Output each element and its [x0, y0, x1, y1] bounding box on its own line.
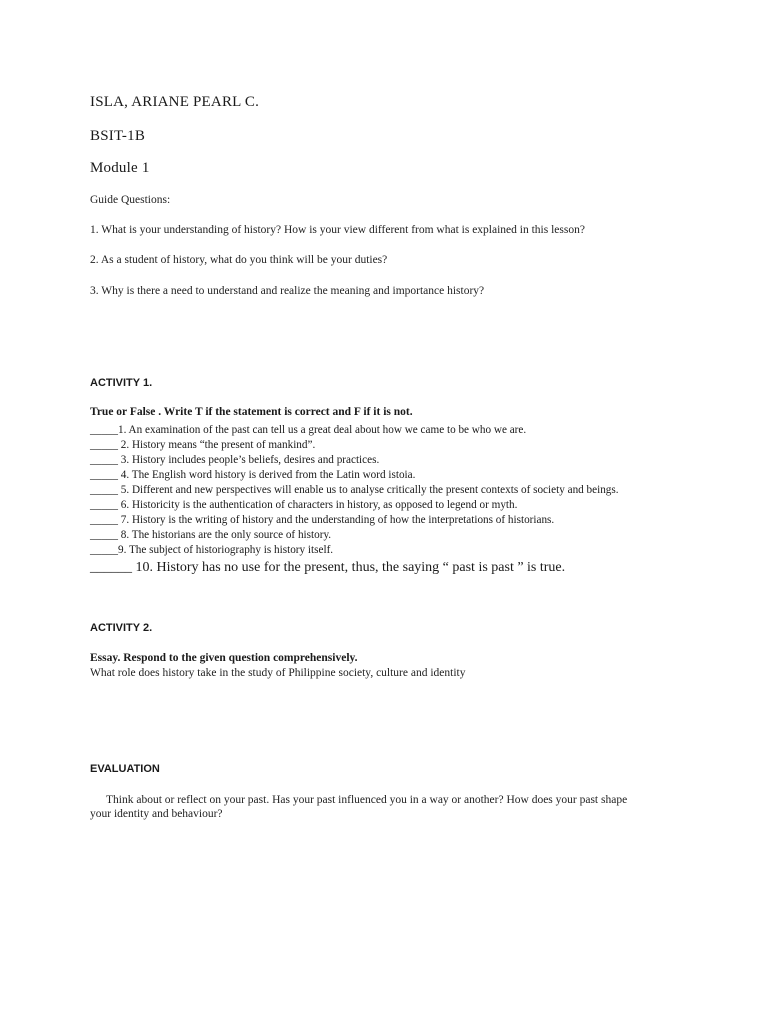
guide-questions-title: Guide Questions:	[90, 194, 171, 206]
item-text: 6. Historicity is the authentication of characters in history, as opposed to legend or myth.	[117, 499, 518, 511]
list-item	[90, 483, 678, 498]
answer-blank[interactable]: _____	[90, 484, 118, 496]
item-text: 4. The English word history is derived from the Latin word istoia.	[117, 469, 416, 481]
answer-blank[interactable]: _____	[90, 514, 118, 526]
answer-blank[interactable]: _____	[90, 499, 118, 511]
item-text: 8. The historians are the only source of history.	[117, 529, 332, 541]
answer-blank[interactable]: ______	[90, 560, 132, 575]
activity2-instruction: Essay. Respond to the given question comprehensively.	[90, 652, 358, 664]
answer-blank[interactable]: _____	[90, 424, 118, 436]
activity1-heading: ACTIVITY 1.	[90, 377, 153, 389]
activity2-heading: ACTIVITY 2.	[90, 622, 153, 634]
answer-blank[interactable]: _____	[90, 439, 118, 451]
answer-blank[interactable]: _____	[90, 544, 118, 556]
list-item	[90, 558, 678, 578]
item-text: 3. History includes people’s beliefs, desires and practices.	[117, 454, 380, 466]
list-item	[90, 438, 678, 453]
list-item	[90, 468, 678, 483]
item-text: 9. The subject of historiography is history itself.	[117, 544, 334, 556]
item-text: 2. History means “the present of mankind”.	[117, 439, 316, 451]
answer-blank[interactable]: _____	[90, 469, 118, 481]
item-text: 5. Different and new perspectives will enable us to analyse critically the present contexts of society and beings.	[117, 484, 619, 496]
activity2-question: What role does history take in the study of Philippine society, culture and identity	[90, 667, 466, 679]
true-false-list	[90, 423, 678, 578]
student-name: ISLA, ARIANE PEARL C.	[90, 94, 260, 110]
evaluation-line-2: your identity and behaviour?	[90, 808, 223, 820]
evaluation-heading: EVALUATION	[90, 763, 160, 775]
list-item	[90, 423, 678, 438]
student-section: BSIT-1B	[90, 128, 146, 144]
guide-question-3: 3. Why is there a need to understand and realize the meaning and importance history?	[90, 285, 485, 297]
list-item	[90, 513, 678, 528]
list-item	[90, 453, 678, 468]
item-text: 1. An examination of the past can tell us a great deal about how we came to be who we are.	[117, 424, 527, 436]
guide-question-2: 2. As a student of history, what do you think will be your duties?	[90, 254, 388, 266]
list-item	[90, 498, 678, 513]
activity1-instruction: True or False . Write T if the statement is correct and F if it is not.	[90, 406, 413, 418]
item-text: 10. History has no use for the present, thus, the saying “ past is past ” is true.	[132, 560, 566, 575]
list-item	[90, 528, 678, 543]
guide-question-1: 1. What is your understanding of history? How is your view different from what is explained in this lesson?	[90, 224, 585, 236]
answer-blank[interactable]: _____	[90, 529, 118, 541]
evaluation-line-1: Think about or reflect on your past. Has your past influenced you in a way or another? How does your past shape	[106, 794, 628, 806]
item-text: 7. History is the writing of history and the understanding of how the interpretations of historians.	[117, 514, 555, 526]
answer-blank[interactable]: _____	[90, 454, 118, 466]
list-item	[90, 543, 678, 558]
module-title: Module 1	[90, 160, 150, 176]
